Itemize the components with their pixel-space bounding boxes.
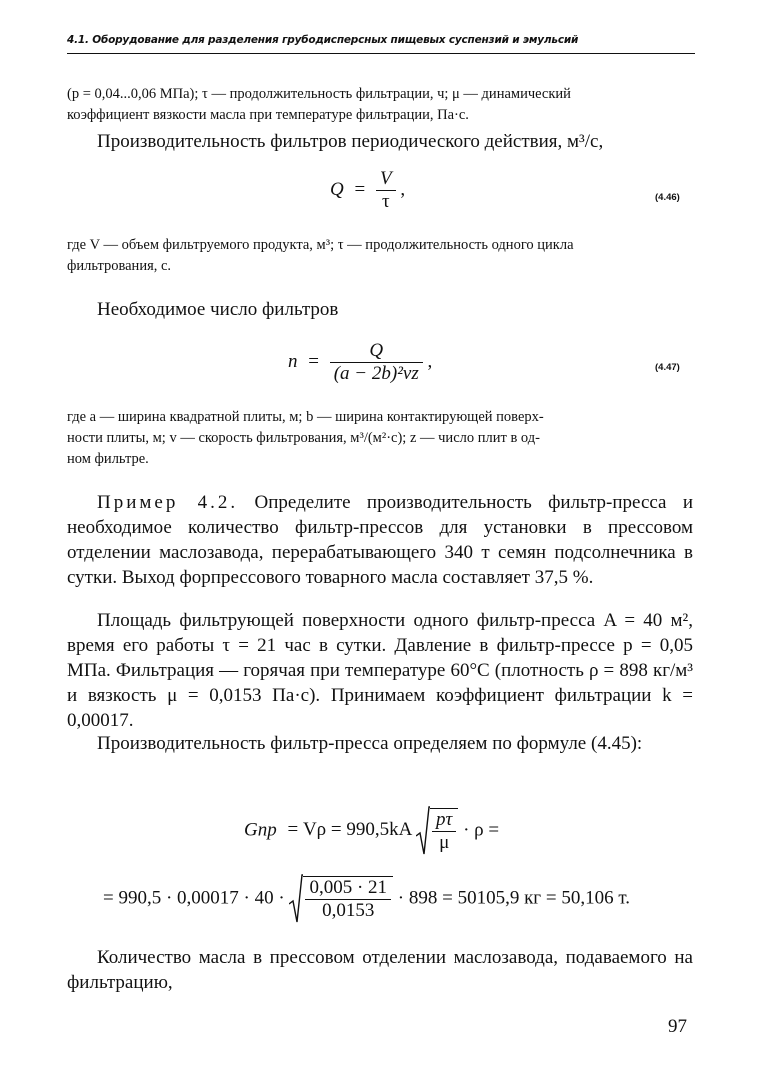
calc-part-1: = 990,5 · 0,00017 · 40 · [103,887,285,909]
equation-number-4-46: (4.46) [655,192,680,203]
eq47-fraction [330,340,423,385]
equation-4-47 [288,340,432,385]
eq46-equals: = [354,178,366,200]
count-heading: Необходимое число фильтров [97,299,339,320]
productivity-heading: Производительность фильтров периодического действия, м³/с, [97,131,604,152]
intro-line-2: коэффициент вязкости масла при температуре фильтрации, Па·с. [67,107,469,123]
where47-line-3: ном фильтре. [67,451,149,467]
radical-sign-icon [416,806,430,856]
where47-line-1: где a — ширина квадратной плиты, м; b — ширина контактирующей поверх- [67,409,544,425]
equation-number-4-47: (4.47) [655,362,680,373]
example-text: Определите производительность фильтр-пресса и необходимое количество фильтр-прессов для установки в прессовом отделении маслозавода, перерабатывающего 340 т семян подсолнечника в сутки. Выход форпрессового товарного масла составляет 37,5 %. [67,492,693,588]
eq46-denominator: τ [381,191,390,212]
eq46-comma: , [400,178,406,200]
oil-paragraph: Количество масла в прессовом отделении маслозавода, подаваемого на фильтрацию, [67,947,693,993]
header-rule [67,53,695,54]
example-paragraph [67,490,693,590]
equation-4-46 [330,168,405,213]
eq46-numerator: V [376,168,396,191]
eq47-comma: , [427,350,433,372]
area-paragraph: Площадь фильтрующей поверхности одного фильтр-пресса A = 40 м², время его работы τ = 21 час в сутки. Давление в фильтр-прессе p = 0,05 МПа. Фильтрация — горячая при температуре 60°C (плотность ρ = 898 кг/м³ и вязкость μ = 0,0153 Па·с). Принимаем коэффициент фильтрации k = 0,00017. [67,610,693,731]
gpr-root-numerator: pτ [432,809,456,832]
eq47-equals: = [308,350,319,372]
gpr-root-fraction [432,809,456,854]
eq46-fraction [376,168,396,213]
calc-sqrt [289,876,393,922]
eq47-lhs: n [288,350,298,372]
gpr-part-1: = Vρ = 990,5kA [287,819,412,841]
intro-continuation [67,84,695,126]
where46-line-1: где V — объем фильтруемого продукта, м³; τ — продолжительность одного цикла [67,237,574,253]
calc-root-numerator: 0,005 · 21 [305,877,391,900]
eq47-numerator: Q [330,340,423,363]
intro-line-1: (p = 0,04...0,06 МПа); τ — продолжительность фильтрации, ч; μ — динамический [67,86,571,102]
where-4-47 [67,407,695,470]
where-4-46 [67,235,695,277]
gpr-lhs: Gпр [244,819,277,841]
example-label: Пример 4.2. [97,492,239,513]
gpr-root-denominator: μ [439,832,450,853]
calc-root-fraction [305,877,391,922]
page-number: 97 [668,1016,687,1037]
gpr-sqrt [416,808,458,854]
where47-line-2: ности плиты, м; v — скорость фильтрования, м³/(м²·с); z — число плит в од- [67,430,540,446]
equation-gpr [244,808,499,854]
gpr-part-2: · ρ = [463,819,500,841]
radical-sign-icon [289,874,303,924]
eq47-denominator: (a − 2b)²vz [333,363,419,384]
formula-intro-paragraph: Производительность фильтр-пресса определяем по формуле (4.45): [97,733,643,754]
equation-calculation [103,876,630,922]
calc-root-denominator: 0,0153 [322,900,375,921]
calc-part-2: · 898 = 50105,9 кг = 50,106 т. [397,887,630,909]
eq46-lhs: Q [330,178,344,200]
where46-line-2: фильтрования, с. [67,258,172,274]
running-head: 4.1. Оборудование для разделения грубодисперсных пищевых суспензий и эмульсий [67,34,579,46]
